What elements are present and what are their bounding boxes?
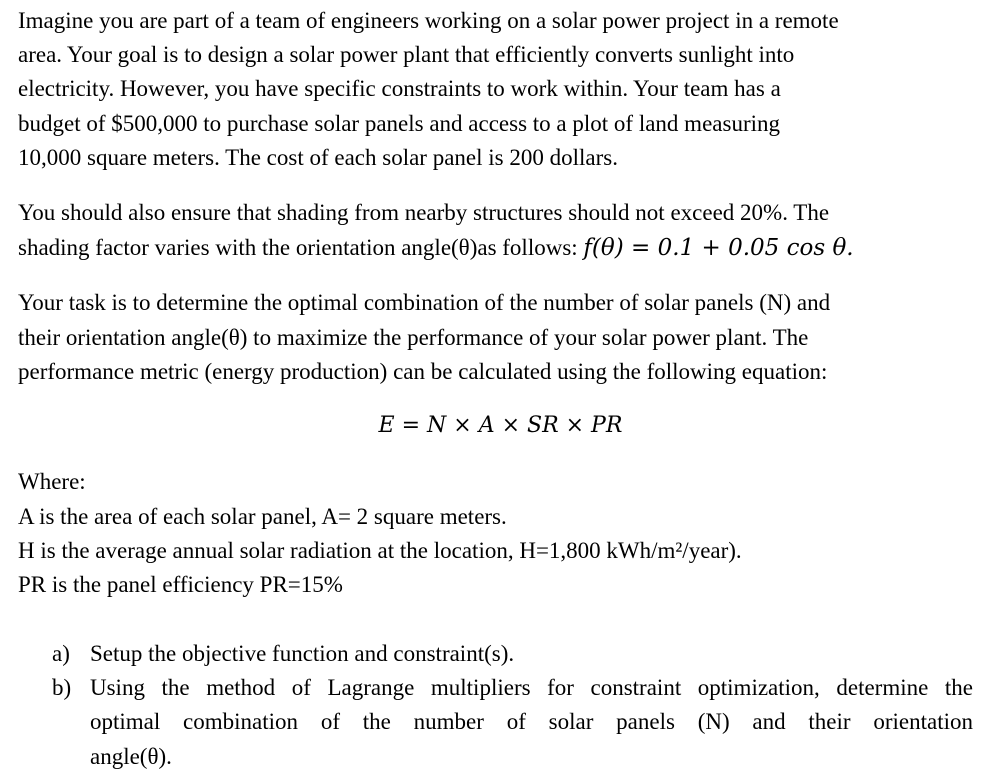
intro-line: electricity. However, you have specific constraints to work within. Your team has a bbox=[18, 76, 781, 101]
question-label: b) bbox=[52, 675, 72, 700]
task-line: Your task is to determine the optimal combination of the number of solar panels (N) and bbox=[18, 290, 831, 315]
question-text: optimal combination of the number of solar panels (N) and their orientation bbox=[90, 709, 973, 734]
intro-line: area. Your goal is to design a solar power plant that efficiently converts sunlight into bbox=[18, 42, 795, 67]
intro-line: budget of $500,000 to purchase solar panels and access to a plot of land measuring bbox=[18, 111, 780, 136]
where-item: A is the area of each solar panel, A= 2 square meters. bbox=[18, 504, 507, 529]
where-heading: Where: bbox=[18, 469, 86, 494]
shading-line bbox=[18, 231, 854, 265]
question-text: angle(θ). bbox=[90, 744, 172, 769]
where-item: PR is the panel efficiency PR=15% bbox=[18, 572, 343, 597]
question-text: Setup the objective function and constraint(s). bbox=[90, 641, 515, 666]
task-line: performance metric (energy production) can be calculated using the following equation: bbox=[18, 359, 828, 384]
shading-text: shading factor varies with the orientation angle(θ)as follows: bbox=[18, 235, 584, 260]
question-text: Using the method of Lagrange multipliers for constraint optimization, determine the bbox=[90, 675, 973, 700]
intro-line: 10,000 square meters. The cost of each solar panel is 200 dollars. bbox=[18, 145, 618, 170]
question-label: a) bbox=[52, 641, 70, 666]
task-line: their orientation angle(θ) to maximize the performance of your solar power plant. The bbox=[18, 325, 809, 350]
shading-formula: f(θ) = 0.1 + 0.05 cos θ. bbox=[583, 235, 854, 261]
shading-line: You should also ensure that shading from nearby structures should not exceed 20%. The bbox=[18, 200, 830, 225]
intro-line: Imagine you are part of a team of engineers working on a solar power project in a remote bbox=[18, 8, 839, 33]
where-item: H is the average annual solar radiation at the location, H=1,800 kWh/m²/year). bbox=[18, 538, 742, 563]
energy-equation: E = N × A × SR × PR bbox=[378, 413, 623, 438]
